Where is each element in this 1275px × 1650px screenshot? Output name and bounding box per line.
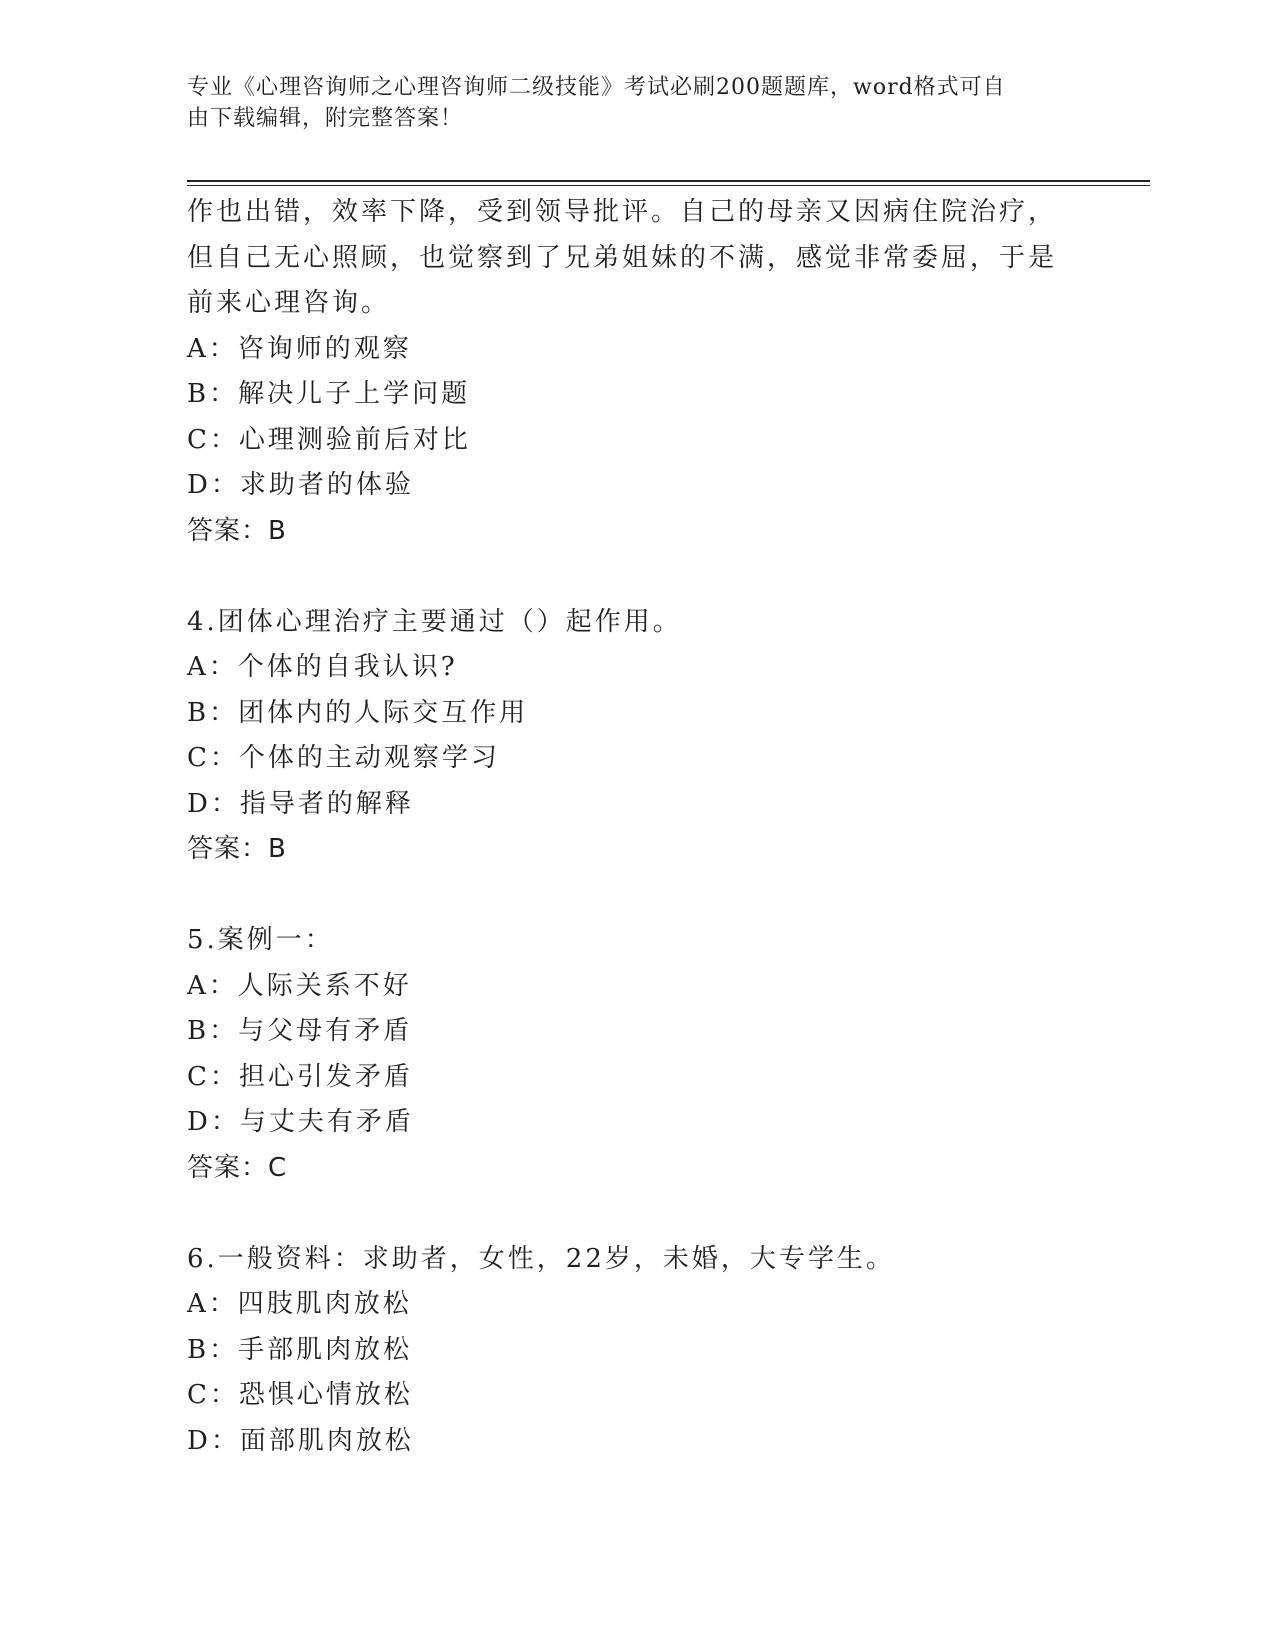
option-b: B：团体内的人际交互作用 bbox=[187, 697, 529, 728]
question-5 bbox=[187, 918, 1067, 1191]
question-text-line: 作也出错，效率下降，受到领导批评。自己的母亲又因病住院治疗， bbox=[187, 197, 1058, 227]
option-b: B：与父母有矛盾 bbox=[187, 1016, 413, 1046]
option-d: D：面部肌肉放松 bbox=[187, 1425, 414, 1456]
option-d: D：与丈夫有矛盾 bbox=[187, 1107, 414, 1137]
answer-line: 答案：B bbox=[187, 515, 287, 546]
question-6 bbox=[187, 1237, 1067, 1465]
question-text-line: 前来心理咨询。 bbox=[187, 288, 391, 318]
option-c: C：恐惧心情放松 bbox=[187, 1380, 413, 1410]
option-a: A：人际关系不好 bbox=[187, 970, 412, 1001]
question-3-continuation bbox=[187, 190, 1067, 554]
option-a: A：咨询师的观察 bbox=[187, 333, 412, 364]
header-divider-thin bbox=[187, 185, 1150, 186]
spacer bbox=[187, 554, 1067, 600]
option-b: B：解决儿子上学问题 bbox=[187, 379, 471, 409]
option-d: D：求助者的体验 bbox=[187, 470, 414, 500]
question-text: 4.团体心理治疗主要通过（）起作用。 bbox=[187, 606, 682, 637]
option-d: D：指导者的解释 bbox=[187, 788, 414, 819]
option-c: C：心理测验前后对比 bbox=[187, 424, 471, 455]
question-text-line: 但自己无心照顾，也觉察到了兄弟姐妹的不满，感觉非常委屈，于是 bbox=[187, 242, 1058, 273]
answer-line: 答案：C bbox=[187, 1152, 288, 1183]
option-c: C：个体的主动观察学习 bbox=[187, 743, 500, 773]
document-header bbox=[187, 72, 1067, 134]
spacer bbox=[187, 873, 1067, 919]
question-4 bbox=[187, 600, 1067, 873]
spacer bbox=[187, 1191, 1067, 1237]
option-b: B：手部肌肉放松 bbox=[187, 1334, 413, 1365]
option-c: C：担心引发矛盾 bbox=[187, 1061, 413, 1092]
header-divider-thick bbox=[187, 180, 1150, 182]
header-line-1: 专业《心理咨询师之心理咨询师二级技能》考试必刷200题题库，word格式可自 bbox=[187, 75, 1006, 100]
question-text: 5.案例一： bbox=[187, 925, 334, 955]
header-line-2: 由下载编辑，附完整答案！ bbox=[187, 106, 464, 131]
question-content bbox=[187, 190, 1067, 1464]
option-a: A：个体的自我认识? bbox=[187, 652, 458, 682]
question-text: 6.一般资料：求助者，女性，22岁，未婚，大专学生。 bbox=[187, 1243, 895, 1274]
answer-line: 答案：B bbox=[187, 834, 287, 864]
option-a: A：四肢肌肉放松 bbox=[187, 1289, 412, 1319]
